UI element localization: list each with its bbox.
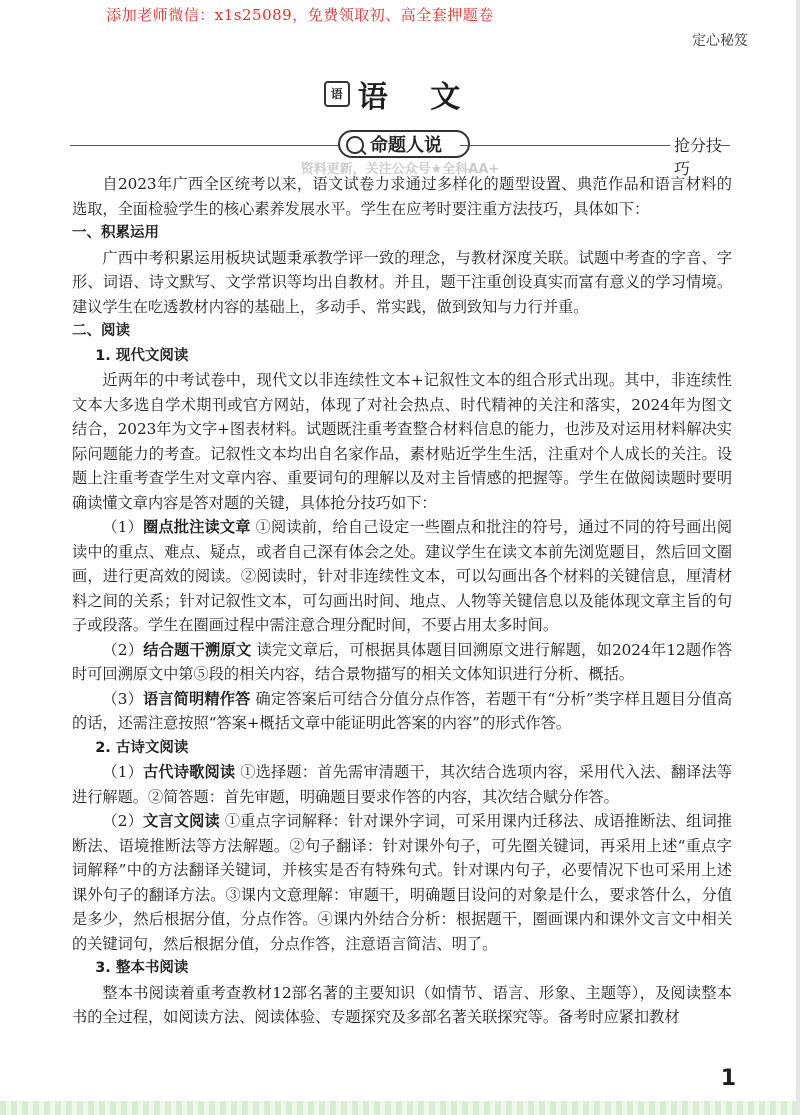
section-heading-reading: 二、阅读 <box>72 323 130 339</box>
tip-label: 结合题干溯原文 <box>143 640 252 659</box>
modern-tip-1 <box>72 515 732 638</box>
running-header: 定心秘笈 <box>692 33 748 49</box>
subheading-whole-book-reading: 3. 整本书阅读 <box>95 960 189 976</box>
tip-number: （2） <box>102 812 143 830</box>
tip-number: （2） <box>102 640 144 659</box>
banner-divider-left <box>70 145 340 146</box>
tip-number: （3） <box>102 689 143 708</box>
section-body-accumulation: 广西中考积累运用板块试题秉承教学评一致的理念，与教材深度关联。试题中考查的字音、字形、词语、诗文默写、文学常识等均出自教材。并且，题干注重创设真实而富有意义的学习情境。建议学生在吃透教材内容的基础上，多动手、常实践，做到致知与力行并重。 <box>72 248 732 316</box>
modern-tip-2 <box>72 638 732 687</box>
whole-book-body: 整本书阅读着重考查教材12部名著的主要知识（如情节、语言、形象、主题等），及阅读整本书的全过程，如阅读方法、阅读体验、专题探究及多部名著关联探究等。备考时应紧扣教材 <box>72 983 732 1026</box>
subheading-classical-reading: 2. 古诗文阅读 <box>95 739 189 756</box>
banner-divider-end <box>720 145 730 146</box>
title-text: 语 文 <box>357 80 477 115</box>
tip-label: 圈点批注读文章 <box>143 518 251 536</box>
tip-number: （1） <box>102 518 143 536</box>
article-body <box>72 172 732 1030</box>
classical-tip-2 <box>72 809 732 956</box>
tip-body: ①阅读前，给自己设定一些圈点和批注的符号，通过不同的符号画出阅读中的重点、难点、疑点，或者自己深有体会之处。建议学生在读文本前先浏览题目，然后回文圈画，进行更高效的阅读。②阅读时，针对非连续性文本，可以勾画出各个材料的关键信息，厘清材料之间的关系；针对记叙性文本，可勾画出时间、地点、人物等关键信息以及能体现文章主旨的句子或段落。学生在圈画过程中需注意合理分配时间，不要占用太多时间。 <box>72 518 733 634</box>
tip-body: 读完文章后，可根据具体题目回溯原文进行解题，如2024年12题作答时可回溯原文中第⑤段的相关内容，结合景物描写的相关文体知识进行分析、概括。 <box>72 640 733 683</box>
modern-reading-body: 近两年的中考试卷中，现代文以非连续性文本+记叙性文本的组合形式出现。其中，非连续性文本大多选自学术期刊或官方网站，体现了对社会热点、时代精神的关注和落实，2024年为图文结合，2023年为文字+图表材料。试题既注重考查整合材料信息的能力，也涉及对运用材料解决实际问题能力的考查。记叙性文本均出自名家作品，素材贴近学生生活，注重对个人成长的关注。设题上注重考查学生对文章内容、重要词句的理解以及对主旨情感的把握等。学生在做阅读题时要明确读懂文章内容是答对题的关键，具体抢分技巧如下： <box>72 371 732 512</box>
subject-icon: 语 <box>324 81 350 107</box>
classical-tip-1 <box>72 760 732 809</box>
tip-body: 确定答案后可结合分值分点作答，若题干有“分析”类字样且题目分值高的话，还需注意按照“答案+概括文章中能证明此答案的内容”的形式作答。 <box>72 689 733 732</box>
banner-right-label: 抢分技巧 <box>674 136 723 178</box>
modern-tip-3 <box>72 687 732 736</box>
tip-body: ①重点字词解释：针对课外字词，可采用课内迁移法、成语推断法、组词推断法、语境推断法等方法解题。②句子翻译：针对课外句子，可先圈关键词，再采用上述“重点字词解释”中的方法翻译关键词，并核实是否有特殊句式。针对课内句子，必要情况下也可采用上述课外句子的翻译方法。③课内文意理解：审题干，明确题目设问的对象是什么，要求答什么，分值是多少，然后根据分值，分点作答。④课内外结合分析：根据题干，圈画课内和课外文言文中相关的关键词句，然后根据分值，分点作答，注意语言简洁、明了。 <box>72 812 733 953</box>
tip-label: 语言简明精作答 <box>142 689 251 708</box>
section-heading-accumulation: 一、积累运用 <box>72 225 159 241</box>
page-title <box>0 72 800 116</box>
tip-label: 古代诗歌阅读 <box>143 763 236 781</box>
banner-center-label: 命题人说 <box>370 135 442 156</box>
subheading-modern-reading: 1. 现代文阅读 <box>95 347 189 364</box>
banner-divider-right <box>460 145 670 146</box>
tip-label: 文言文阅读 <box>143 812 220 830</box>
tip-number: （1） <box>102 763 143 781</box>
tip-body: ①选择题：首先需审清题干，其次结合选项内容，采用代入法、翻译法等进行解题。②简答题：首先审题，明确题目要求作答的内容，其次结合赋分作答。 <box>72 763 733 806</box>
banner-pill <box>338 130 470 158</box>
page-edge <box>796 0 800 1115</box>
magnifier-icon <box>346 136 364 154</box>
intro-paragraph: 自2023年广西全区统考以来，语文试卷力求通过多样化的题型设置、典范作品和语言材料的选取，全面检验学生的核心素养发展水平。学生在应考时要注重方法技巧，具体如下： <box>72 175 732 218</box>
page-number: 1 <box>720 1066 736 1091</box>
watermark-mid: 资料更新，关注公众号★全科AA+ <box>300 162 500 177</box>
bottom-decorative-strip <box>0 1101 800 1115</box>
watermark-banner-top: 添加老师微信：x1s25089，免费领取初、高全套押题卷 <box>106 6 494 24</box>
